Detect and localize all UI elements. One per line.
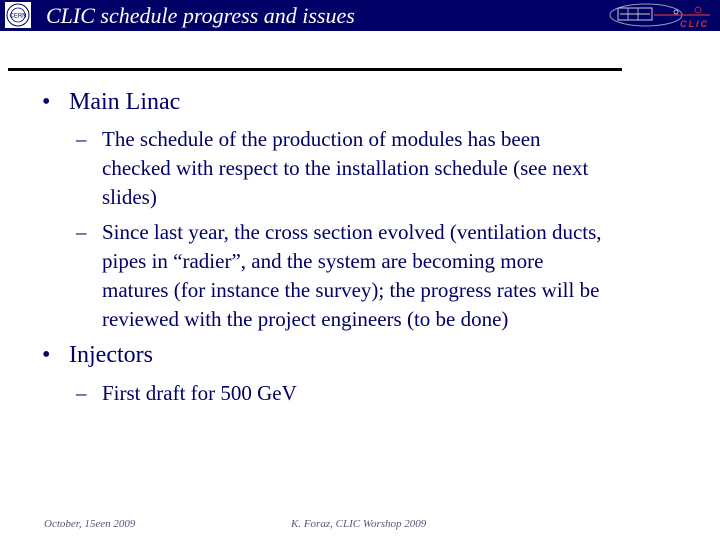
subitem-line: The schedule of the production of modules has been — [102, 127, 541, 151]
subitem-line: pipes in “radier”, and the system are becoming more — [102, 249, 544, 273]
subitem-line: slides) — [102, 185, 157, 209]
dash-symbol: – — [76, 127, 87, 151]
page-title: CLIC schedule progress and issues — [46, 3, 355, 28]
cern-logo — [4, 1, 32, 29]
cern-logo-text: CERN — [9, 13, 27, 20]
subitem-line: checked with respect to the installation schedule (see next — [102, 156, 589, 180]
clic-logo — [606, 1, 714, 30]
clic-logo-text: CLIC — [680, 19, 709, 29]
dash-symbol: – — [76, 220, 87, 244]
dash-symbol: – — [76, 381, 87, 405]
subitem-line: matures (for instance the survey); the progress rates will be — [102, 278, 600, 302]
subitem-line: reviewed with the project engineers (to be done) — [102, 307, 509, 331]
subitem-line: Since last year, the cross section evolved (ventilation ducts, — [102, 220, 602, 244]
header-bar — [0, 0, 720, 31]
bullet-label: Main Linac — [69, 89, 181, 115]
subitem-line: First draft for 500 GeV — [102, 381, 297, 405]
footer-date: October, 15een 2009 — [44, 518, 136, 530]
bullet-label: Injectors — [69, 342, 153, 368]
footer-author: K. Foraz, CLIC Worshop 2009 — [291, 518, 427, 530]
bullet-symbol: • — [42, 89, 51, 115]
bullet-symbol: • — [42, 342, 51, 368]
title-rule — [8, 68, 622, 71]
